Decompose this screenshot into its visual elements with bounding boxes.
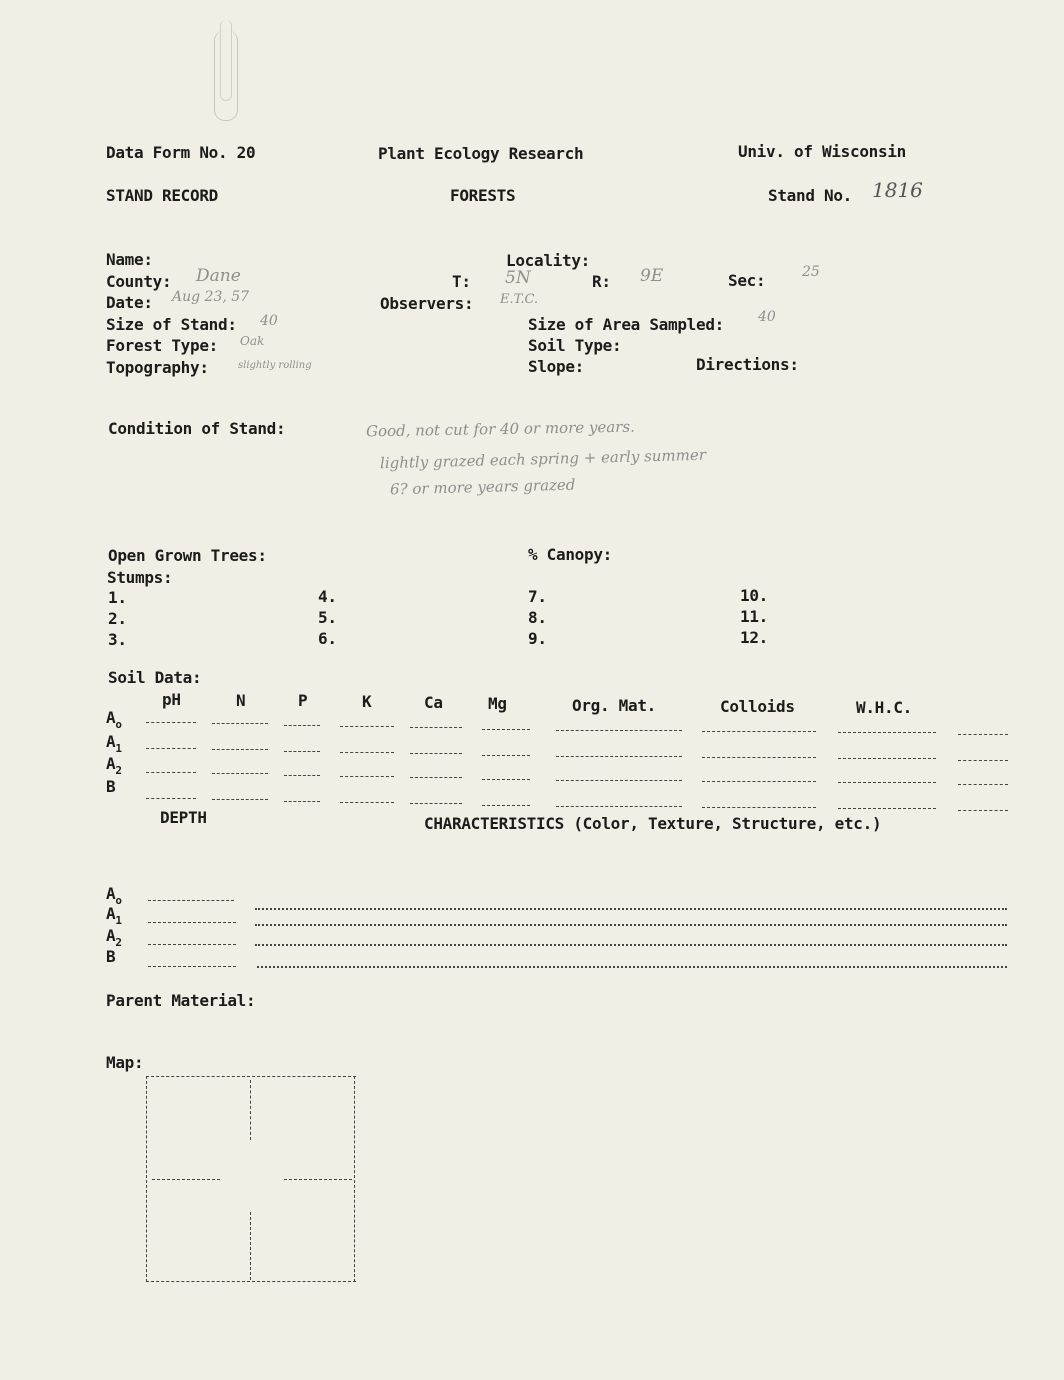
date-label: Date: [106,293,153,312]
condition-label: Condition of Stand: [108,419,286,438]
soil-data-line [702,757,816,758]
observers-value: E.T.C. [500,292,539,307]
map-label: Map: [106,1053,144,1072]
map-cross-bottom [250,1212,251,1280]
soil-data-line [410,727,462,728]
soil-data-line [410,777,462,778]
township-label: T: [452,272,471,291]
soil-data-line [556,730,682,731]
char-horizon-a2: $A_2$ [106,926,122,949]
characteristics-line-b [257,966,1007,968]
depth-label: DEPTH [160,808,207,827]
area-sampled-label: Size of Area Sampled: [528,315,724,334]
county-label: County: [106,272,172,291]
range-value: 9E [640,266,664,286]
soil-data-line [284,801,320,802]
soil-data-line [146,772,196,773]
soil-data-label: Soil Data: [108,668,202,687]
university: Univ. of Wisconsin [738,142,906,161]
soil-data-line [410,753,462,754]
stump-number: 5. [318,608,337,627]
stump-number: 8. [528,608,547,627]
directions-label: Directions: [696,355,799,374]
soil-data-line [702,781,816,782]
range-label: R: [592,272,611,291]
soil-data-line [482,729,530,730]
stump-number: 11. [740,607,768,626]
soil-col-org-mat: Org. Mat. [572,696,656,715]
soil-data-line [838,758,936,759]
stump-number: 9. [528,629,547,648]
soil-horizon-ao: $A_o$ [106,708,122,731]
slope-label: Slope: [528,357,584,376]
depth-line-a2 [148,944,236,945]
depth-line-b [148,966,236,967]
soil-data-line [958,734,1008,735]
size-of-stand-value: 40 [260,313,278,329]
township-value: 5N [505,268,531,288]
soil-data-line [838,732,936,733]
soil-col-ph: pH [162,690,181,709]
size-of-stand-label: Size of Stand: [106,315,237,334]
soil-col-whc: W.H.C. [856,698,912,717]
soil-data-line [556,806,682,807]
soil-data-line [702,731,816,732]
soil-data-line [284,751,320,752]
characteristics-line-ao [255,908,1007,910]
soil-data-line [212,723,268,724]
soil-data-line [838,782,936,783]
condition-note-3: 6? or more years grazed [389,475,576,499]
county-value: Dane [196,266,241,286]
observers-label: Observers: [380,294,474,313]
paper-clip-mark-inner [220,20,232,101]
soil-data-line [958,810,1008,811]
soil-data-line [556,756,682,757]
soil-data-line [146,748,196,749]
soil-col-ca: Ca [424,693,443,712]
soil-data-line [284,775,320,776]
soil-data-line [340,802,394,803]
soil-data-line [284,725,320,726]
characteristics-line-a1 [255,924,1007,926]
characteristics-label: CHARACTERISTICS (Color, Texture, Structure, etc.) [424,814,882,833]
soil-data-line [482,779,530,780]
stump-number: 10. [740,586,768,605]
name-label: Name: [106,250,153,269]
soil-col-colloids: Colloids [720,697,795,716]
soil-type-label: Soil Type: [528,336,622,355]
soil-data-line [482,755,530,756]
map-cross-right [284,1179,352,1180]
soil-data-line [702,807,816,808]
soil-data-line [146,798,196,799]
forest-type-label: Forest Type: [106,336,218,355]
soil-data-line [556,780,682,781]
soil-horizon-a2: $A_2$ [106,754,122,777]
depth-line-a1 [148,922,236,923]
map-border-left [146,1076,147,1282]
stump-number: 3. [108,630,127,649]
soil-col-k: K [362,692,372,711]
forest-type-value: Oak [240,334,265,348]
soil-data-line [958,760,1008,761]
map-cross-top [250,1080,251,1140]
map-border-bottom [146,1281,356,1282]
map-cross-left [152,1179,220,1180]
condition-note-2: lightly grazed each spring + early summer [379,445,707,473]
stump-number: 1. [108,588,127,607]
topography-value: slightly rolling [238,360,312,371]
locality-label: Locality: [506,251,590,270]
category: FORESTS [450,186,516,205]
soil-data-line [340,752,394,753]
stump-number: 7. [528,587,547,606]
soil-col-n: N [236,691,246,710]
char-horizon-b: B [106,947,116,966]
soil-data-line [958,784,1008,785]
soil-col-p: P [298,691,308,710]
char-horizon-ao: $A_o$ [106,884,122,907]
soil-data-line [410,803,462,804]
stump-number: 12. [740,628,768,647]
soil-col-mg: Mg [488,694,507,713]
soil-data-line [482,805,530,806]
soil-horizon-b: B [106,777,116,796]
map-border-right [354,1076,355,1282]
open-grown-trees-label: Open Grown Trees: [108,546,267,565]
map-grid-box [146,1076,356,1282]
soil-data-line [212,749,268,750]
stump-number: 6. [318,629,337,648]
stand-no-value: 1816 [872,178,923,202]
soil-data-line [212,799,268,800]
form-number: Data Form No. 20 [106,143,256,162]
char-horizon-a1: $A_1$ [106,904,122,927]
soil-data-line [838,808,936,809]
soil-data-line [146,722,196,723]
soil-data-line [340,726,394,727]
stump-number: 4. [318,587,337,606]
canopy-label: % Canopy: [528,545,612,564]
stump-number: 2. [108,609,127,628]
characteristics-line-a2 [255,944,1007,946]
soil-data-line [340,776,394,777]
stand-no-label: Stand No. [768,186,852,205]
parent-material-label: Parent Material: [106,991,256,1010]
section-label: Sec: [728,271,766,290]
organization: Plant Ecology Research [378,144,584,163]
condition-note-1: Good, not cut for 40 or more years. [365,417,636,441]
area-sampled-value: 40 [758,309,776,325]
record-type: STAND RECORD [106,186,218,205]
stumps-label: Stumps: [107,568,173,587]
topography-label: Topography: [106,358,209,377]
soil-horizon-a1: $A_1$ [106,732,122,755]
soil-data-line [212,773,268,774]
map-border-top [146,1076,356,1077]
depth-line-ao [148,900,234,901]
section-value: 25 [802,264,820,280]
date-value: Aug 23, 57 [172,289,250,305]
